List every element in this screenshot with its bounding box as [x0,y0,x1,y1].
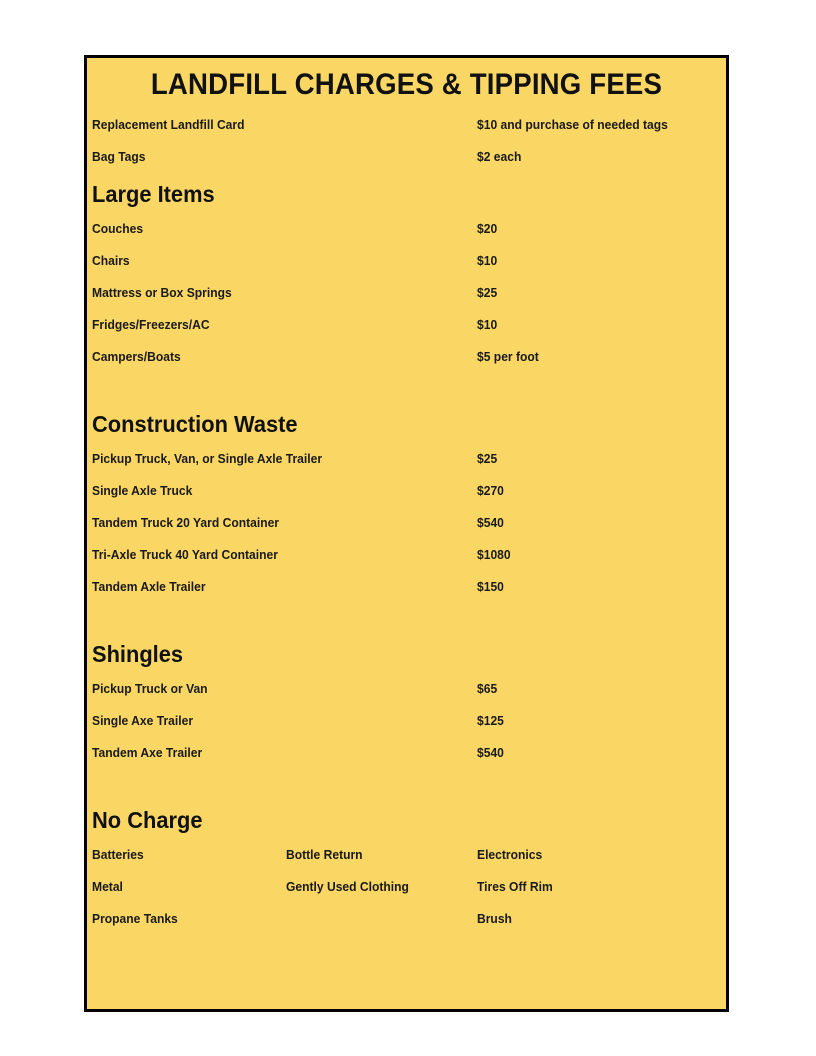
fee-value: $270 [477,483,504,498]
fee-value: $65 [477,681,498,696]
fee-label: Single Axe Trailer [92,713,194,728]
fee-row [87,284,726,316]
fee-value: $25 [477,451,498,466]
section-spacer [87,380,726,410]
fee-row [87,252,726,284]
fee-value: $540 [477,515,504,530]
no-charge-item: Tires Off Rim [477,879,553,894]
fee-row [87,116,726,148]
fee-label: Tandem Axle Trailer [92,579,206,594]
fee-row [87,348,726,380]
section-heading-shingles [87,640,726,680]
fee-value: $125 [477,713,504,728]
section-heading-label: Shingles [92,641,184,667]
fee-label: Tandem Axe Trailer [92,745,203,760]
section-heading-label: Construction Waste [92,411,298,437]
fee-value: $25 [477,285,498,300]
fee-value: $1080 [477,547,511,562]
no-charge-item: Batteries [92,847,144,862]
fee-value: $2 each [477,149,522,164]
no-charge-item: Bottle Return [286,847,363,862]
section-heading-label: Large Items [92,181,215,207]
section-heading-large-items [87,180,726,220]
fee-row [87,712,726,744]
fee-row [87,744,726,776]
fee-label: Single Axle Truck [92,483,193,498]
fee-label: Mattress or Box Springs [92,285,232,300]
fee-label: Tandem Truck 20 Yard Container [92,515,280,530]
flyer-panel [84,55,729,1012]
fee-value: $540 [477,745,504,760]
fee-label: Replacement Landfill Card [92,117,245,132]
section-spacer [87,776,726,806]
fee-row [87,316,726,348]
fee-value: $10 [477,317,498,332]
no-charge-item: Electronics [477,847,543,862]
fee-row [87,148,726,180]
fee-value: $10 and purchase of needed tags [477,117,668,132]
no-charge-item: Propane Tanks [92,911,178,926]
no-charge-row [87,878,726,910]
fee-label: Pickup Truck or Van [92,681,208,696]
section-heading-construction-waste [87,410,726,450]
fee-row [87,578,726,610]
section-spacer [87,610,726,640]
no-charge-item: Metal [92,879,123,894]
fee-value: $150 [477,579,504,594]
no-charge-row [87,846,726,878]
fee-row [87,514,726,546]
no-charge-item: Gently Used Clothing [286,879,409,894]
fee-label: Chairs [92,253,130,268]
fee-list [87,116,726,942]
section-heading-no-charge [87,806,726,846]
page-title: LANDFILL CHARGES & TIPPING FEES [150,68,663,101]
fee-value: $20 [477,221,498,236]
fee-row [87,220,726,252]
fee-value: $10 [477,253,498,268]
fee-row [87,680,726,712]
fee-row [87,450,726,482]
fee-label: Campers/Boats [92,349,181,364]
fee-row [87,546,726,578]
no-charge-item: Brush [477,911,512,926]
no-charge-row [87,910,726,942]
fee-label: Tri-Axle Truck 40 Yard Container [92,547,278,562]
fee-label: Fridges/Freezers/AC [92,317,210,332]
fee-label: Bag Tags [92,149,146,164]
section-heading-label: No Charge [92,807,203,833]
fee-value: $5 per foot [477,349,539,364]
flyer-inner [87,58,726,1009]
fee-label: Couches [92,221,144,236]
fee-label: Pickup Truck, Van, or Single Axle Trailer [92,451,323,466]
fee-row [87,482,726,514]
